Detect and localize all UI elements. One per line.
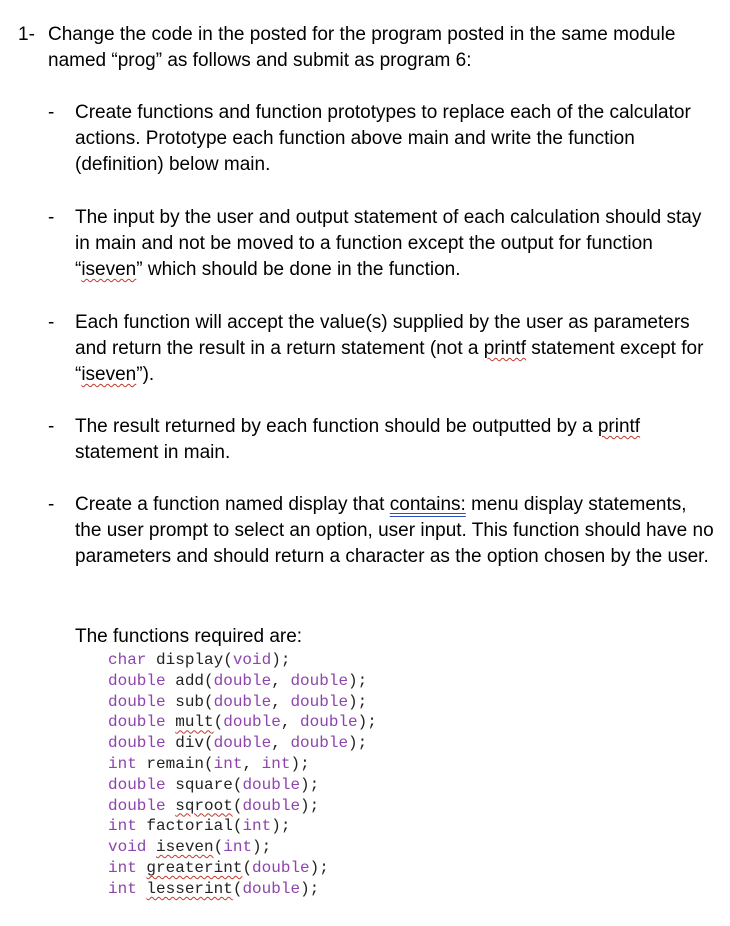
bullet-text: The result returned by each function should be outputted by a printf statement in main.: [75, 416, 641, 463]
code-line: [108, 733, 377, 754]
code-line: [108, 712, 377, 733]
spellcheck-word: iseven: [81, 259, 137, 280]
code-type-keyword: double: [108, 713, 166, 732]
code-line: [108, 775, 377, 796]
code-parameter-list: (double, double);: [204, 671, 368, 690]
code-line: [108, 692, 377, 713]
code-parameter-list: (void);: [223, 651, 291, 669]
code-type-keyword: int: [108, 754, 137, 773]
code-type-keyword: void: [108, 838, 147, 857]
code-parameter-list: (double, double);: [204, 692, 368, 711]
code-function-name: add: [165, 671, 205, 690]
code-parameter-list: (double);: [232, 796, 320, 815]
question-text: Change the code in the posted for the program posted in the same module named “prog” as follows and submit as program 6:: [48, 24, 676, 71]
code-line: [108, 796, 377, 817]
code-type-keyword: int: [108, 817, 137, 836]
bullet-dash: -: [48, 416, 55, 437]
spellcheck-word: iseven: [81, 364, 137, 385]
code-function-name: greaterint: [146, 858, 243, 877]
grammar-underlined-word: contains:: [389, 494, 466, 515]
bullet-text: Create a function named display that contains: menu display statements, the user prompt to select an option, user input. This function should have no parameters and should return a character as the option chosen by the user.: [75, 494, 714, 567]
code-type-keyword: double: [108, 775, 166, 794]
bullet-item-input-output: [48, 205, 716, 283]
code-parameter-list: (int, int);: [204, 754, 310, 773]
code-function-name: sqroot: [175, 796, 233, 815]
code-line: [108, 837, 377, 858]
code-function-name: div: [165, 734, 205, 753]
code-parameter-list: (double, double);: [204, 734, 368, 753]
bullet-text: Each function will accept the value(s) supplied by the user as parameters and return the result in a return statement (not a printf statement except for “iseven”).: [75, 312, 704, 385]
code-type-keyword: int: [108, 879, 137, 898]
code-type-keyword: double: [108, 734, 166, 753]
code-function-name: sub: [165, 692, 205, 711]
bullet-item-display: [48, 492, 716, 570]
code-function-name: display: [146, 651, 224, 669]
code-line: [108, 879, 377, 900]
spellcheck-word: printf: [483, 338, 526, 359]
code-parameter-list: (double);: [232, 879, 320, 898]
code-type-keyword: char: [108, 651, 147, 669]
bullet-item-parameters: [48, 310, 716, 388]
bullet-dash: -: [48, 102, 55, 123]
code-function-name: lesserint: [146, 879, 233, 898]
code-parameter-list: (double);: [242, 858, 329, 877]
question-heading: [18, 22, 718, 74]
code-type-keyword: double: [108, 796, 166, 815]
code-line: [108, 858, 377, 879]
code-type-keyword: int: [108, 858, 137, 877]
code-type-keyword: double: [108, 692, 166, 711]
code-line: [108, 754, 377, 775]
code-parameter-list: (double);: [232, 775, 320, 794]
code-function-name: factorial: [136, 817, 233, 836]
code-function-name: mult: [175, 713, 214, 732]
code-parameter-list: (int);: [213, 838, 272, 857]
code-function-name: remain: [136, 754, 205, 773]
code-block: [108, 650, 377, 900]
code-type-keyword: double: [108, 671, 166, 690]
code-parameter-list: (double, double);: [213, 713, 377, 732]
code-line: [108, 650, 377, 671]
bullet-dash: -: [48, 312, 55, 333]
code-function-name: iseven: [156, 838, 214, 857]
bullet-text: The input by the user and output statement of each calculation should stay in main and not be moved to a function except the output for function “iseven” which should be done in the function.: [75, 207, 702, 280]
bullet-text: Create functions and function prototypes to replace each of the calculator actions. Prototype each function above main and write the function (definition) below main.: [75, 102, 691, 175]
bullet-dash: -: [48, 207, 55, 228]
code-parameter-list: (int);: [232, 817, 291, 836]
spellcheck-word: printf: [597, 416, 641, 437]
code-line: [108, 816, 377, 837]
code-line: [108, 671, 377, 692]
code-function-name: square: [165, 775, 233, 794]
bullet-dash: -: [48, 494, 55, 515]
bullet-item-result: [48, 414, 716, 466]
question-number: 1-: [18, 24, 35, 45]
required-functions-title: The functions required are:: [75, 626, 303, 647]
bullet-item-functions: [48, 100, 716, 178]
